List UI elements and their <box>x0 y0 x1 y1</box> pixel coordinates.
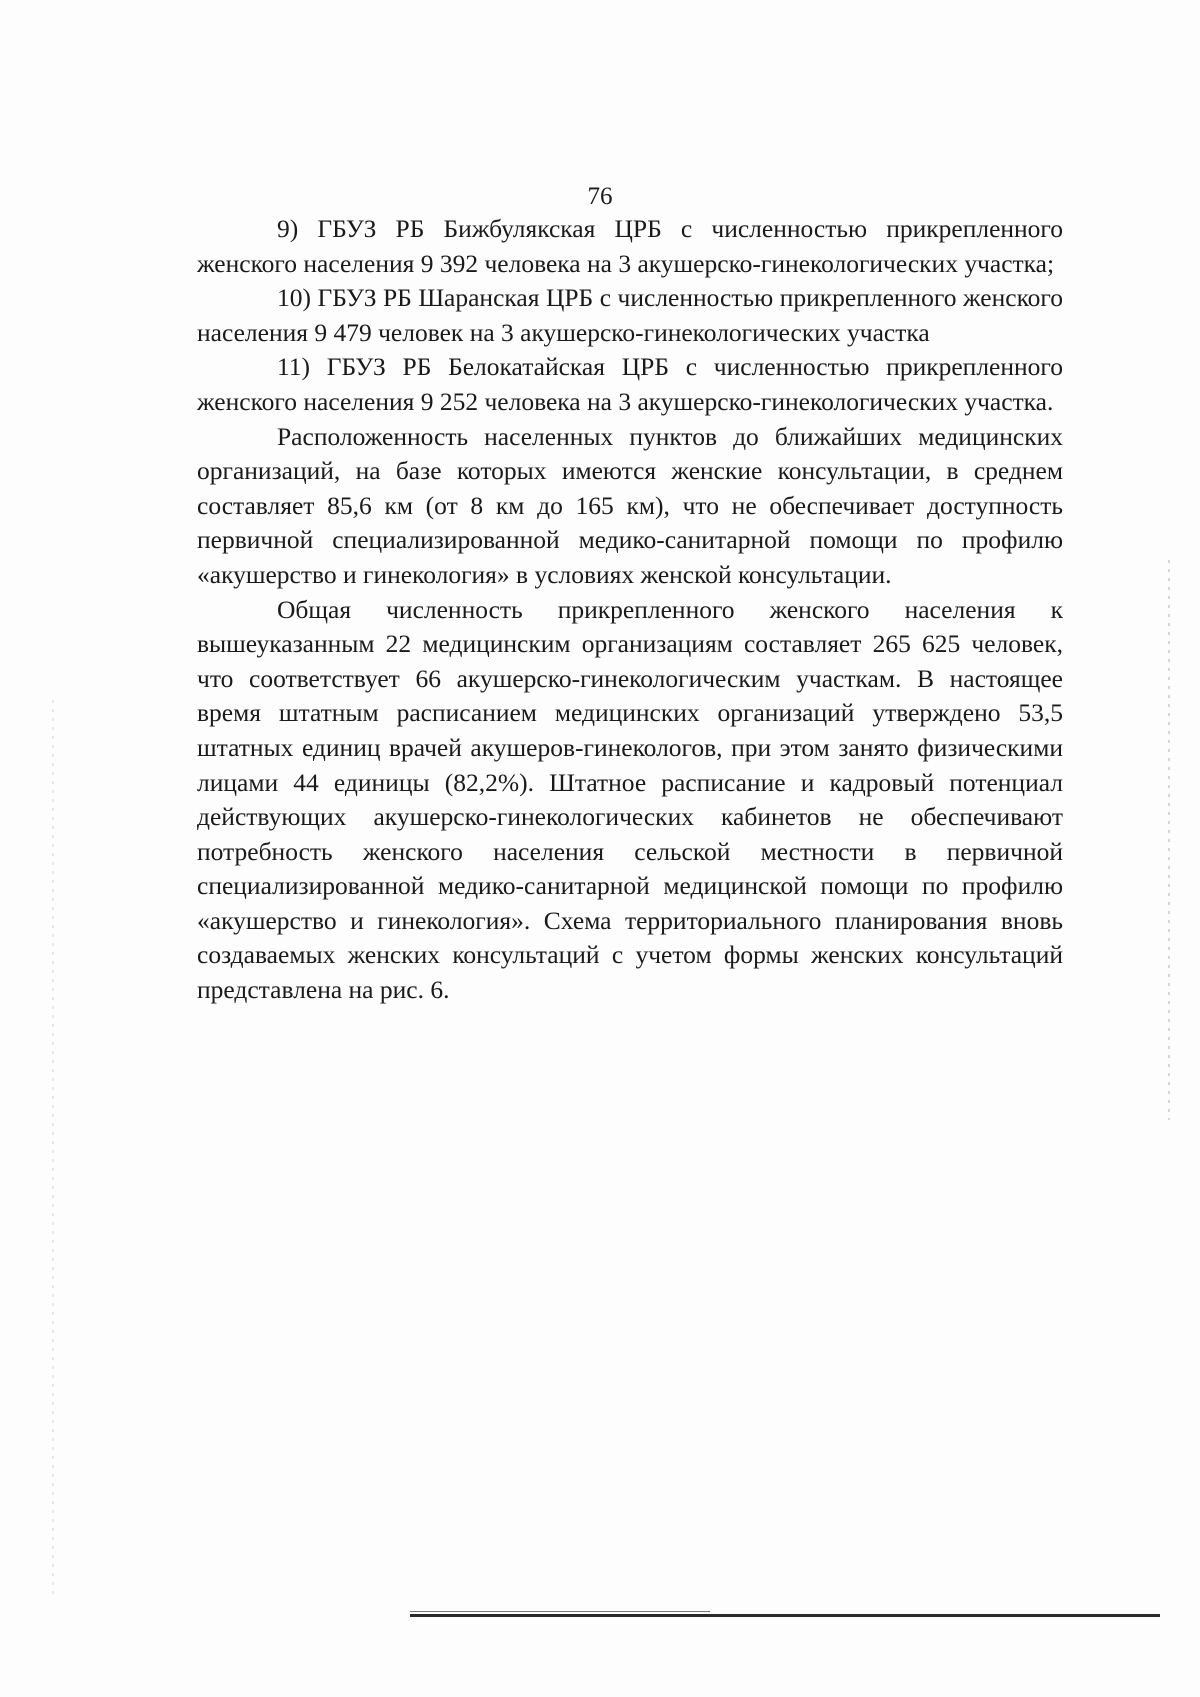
paragraph-item-10: 10) ГБУЗ РБ Шаранская ЦРБ с численностью прикрепленного женского населения 9 479 человек на 3 акушерско-гинекологических участка <box>197 283 1063 347</box>
footer-rule-thin <box>410 1611 710 1612</box>
page-number: 76 <box>587 183 613 210</box>
paragraph-staffing: Общая численность прикрепленного женского населения к вышеуказанным 22 медицинским организациям составляет 265 625 человек, что соответствует 66 акушерско-гинекологическим участкам. В настоящее время штатным расписанием медицинских организаций утверждено 53,5 штатных единиц врачей акушеров-гинекологов, при этом занято физическими лицами 44 единицы (82,2%). Штатное расписание и кадровый потенциал действующих акушерско-гинекологических кабинетов не обеспечивают потребность женского населения сельской местности в первичной специализированной медико-санитарной медицинской помощи по профилю «акушерство и гинекология». Схема территориального планирования вновь создаваемых женских консультаций с учетом формы женских консультаций представлена на рис. 6. <box>197 594 1063 1005</box>
paragraph-item-9: 9) ГБУЗ РБ Бижбулякская ЦРБ с численностью прикрепленного женского населения 9 392 человека на 3 акушерско-гинекологических участка; <box>197 214 1063 278</box>
body-text <box>197 212 1063 1008</box>
scan-artifact-right <box>1168 560 1170 1120</box>
scan-artifact-left <box>52 700 54 1600</box>
footer-rule <box>410 1614 1160 1617</box>
paragraph-accessibility: Расположенность населенных пунктов до ближайших медицинских организаций, на базе которых имеются женские консультации, в среднем составляет 85,6 км (от 8 км до 165 км), что не обеспечивает доступность первичной специализированной медико-санитарной помощи по профилю «акушерство и гинекология» в условиях женской консультации. <box>197 421 1063 589</box>
paragraph-item-11: 11) ГБУЗ РБ Белокатайская ЦРБ с численностью прикрепленного женского населения 9 252 человека на 3 акушерско-гинекологических участка. <box>197 352 1063 416</box>
